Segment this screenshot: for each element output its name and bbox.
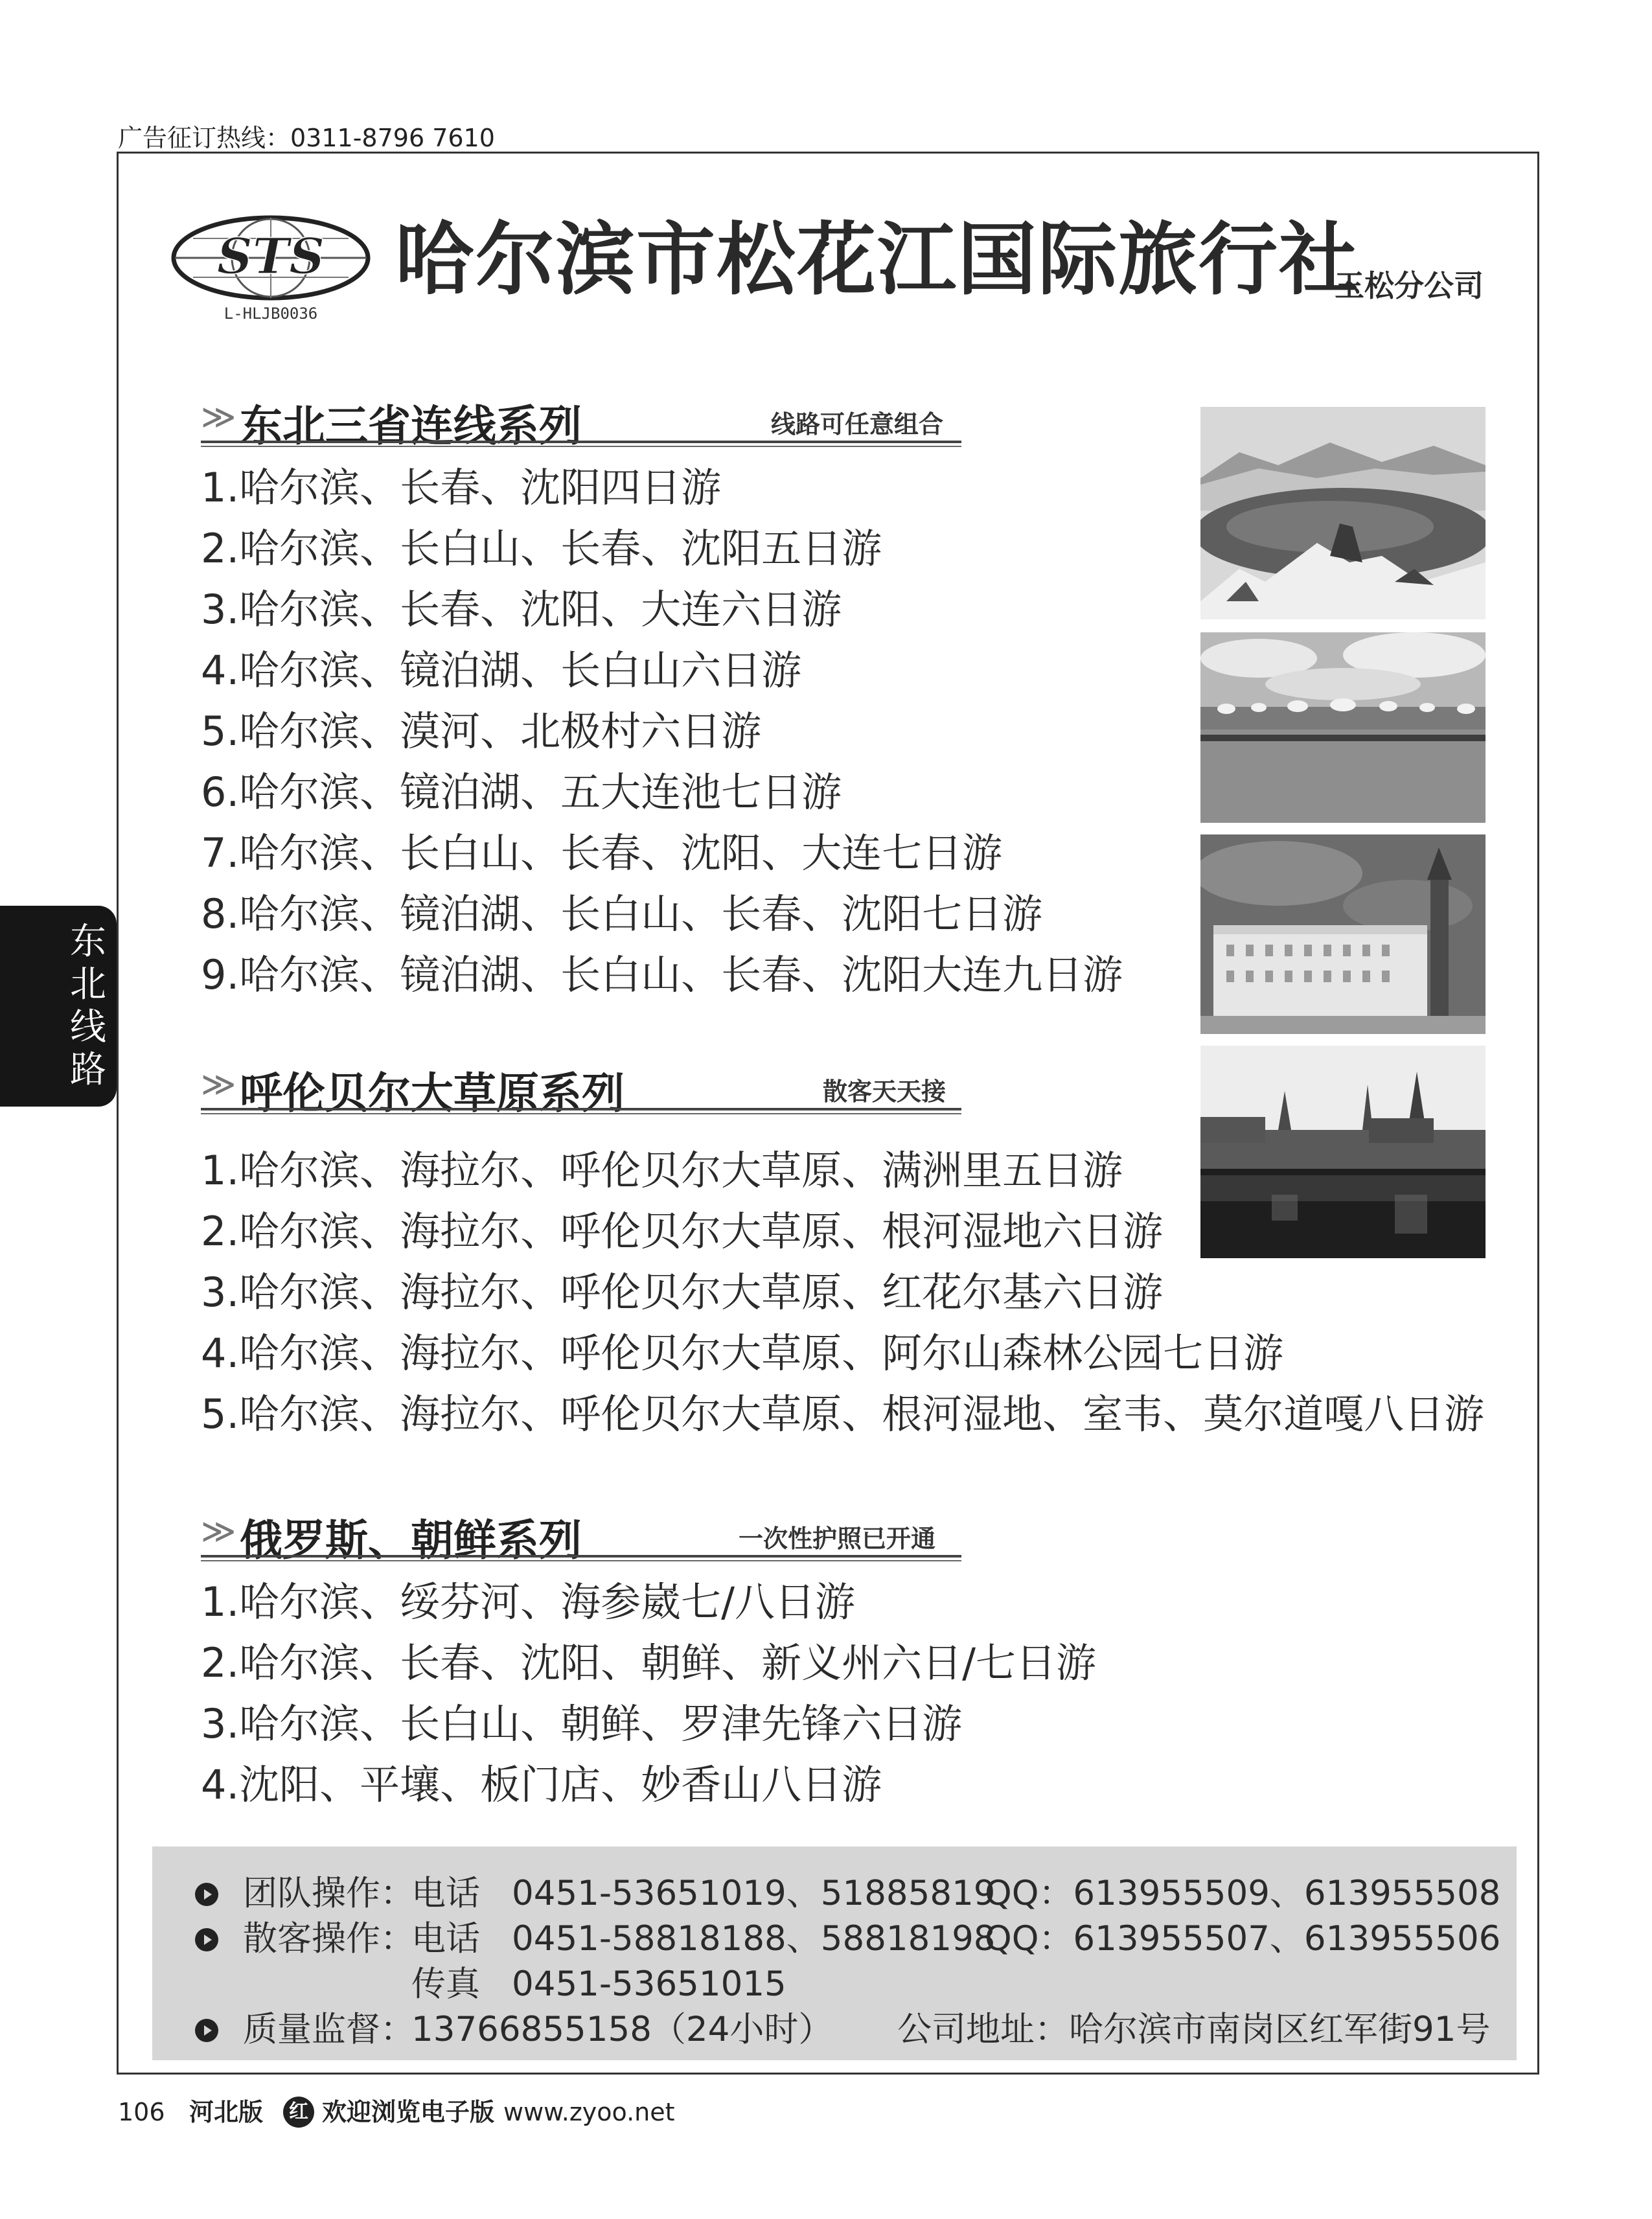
team-phone-label: 电话: [411, 1874, 480, 1913]
retail-phone-label: 电话: [411, 1919, 480, 1959]
quality-phone: 13766855158（24小时）: [411, 2010, 833, 2049]
team-label: 团队操作：: [243, 1874, 415, 1913]
branch-name: 玉松分公司: [1335, 268, 1484, 303]
route-item: 3.哈尔滨、长春、沈阳、大连六日游: [201, 586, 842, 633]
contact-panel: [152, 1846, 1517, 2060]
section-title: 东北三省连线系列: [240, 401, 582, 451]
route-list-northeast: [201, 457, 1123, 1006]
page-number: 106: [118, 2098, 165, 2126]
photo-crater-lake: [1200, 407, 1486, 619]
section-header-hulunbuir: [201, 1056, 961, 1118]
route-item: 4.沈阳、平壤、板门店、妙香山八日游: [201, 1761, 882, 1808]
side-tab-char: 东: [70, 921, 106, 963]
license-number: L-HLJB0036: [224, 305, 318, 323]
route-item: 2.哈尔滨、海拉尔、呼伦贝尔大草原、根河湿地六日游: [201, 1208, 1164, 1255]
route-item: 1.哈尔滨、海拉尔、呼伦贝尔大草原、满洲里五日游: [201, 1147, 1123, 1194]
route-item: 5.哈尔滨、漠河、北极村六日游: [201, 707, 762, 755]
photo-riverside-palace: [1200, 1046, 1486, 1258]
section-note: 线路可任意组合: [771, 410, 944, 439]
contact-row-quality: [152, 2007, 1517, 2052]
route-item: 9.哈尔滨、镜泊湖、长白山、长春、沈阳大连九日游: [201, 951, 1123, 998]
route-item: 6.哈尔滨、镜泊湖、五大连池七日游: [201, 768, 842, 816]
section-note: 一次性护照已开通: [739, 1524, 936, 1553]
photo-city-monument: [1200, 834, 1486, 1034]
side-tab-char: 线: [70, 1006, 106, 1048]
section-note: 散客天天接: [823, 1077, 946, 1106]
retail-label: 散客操作：: [243, 1919, 415, 1959]
company-name: 哈尔滨市松花江国际旅行社: [395, 214, 1359, 306]
bullet-play-icon: [195, 2019, 218, 2042]
contact-row-retail: [152, 1916, 1517, 1962]
footer-tagline: 欢迎浏览电子版: [322, 2098, 495, 2126]
section-title: 呼伦贝尔大草原系列: [240, 1068, 625, 1118]
route-item: 3.哈尔滨、长白山、朝鲜、罗津先锋六日游: [201, 1700, 963, 1747]
side-tab-char: 路: [70, 1049, 106, 1091]
team-qq: QQ：613955509、613955508: [985, 1874, 1501, 1913]
route-item: 4.哈尔滨、海拉尔、呼伦贝尔大草原、阿尔山森林公园七日游: [201, 1329, 1284, 1377]
route-item: 5.哈尔滨、海拉尔、呼伦贝尔大草原、根河湿地、室韦、莫尔道嘎八日游: [201, 1390, 1485, 1438]
photo-grassland: [1200, 632, 1486, 823]
section-arrow-icon: ≫: [201, 1512, 236, 1551]
section-arrow-icon: ≫: [201, 398, 236, 437]
hong-badge-icon: 红: [283, 2097, 314, 2128]
route-item: 1.哈尔滨、长春、沈阳四日游: [201, 464, 722, 511]
edition-label: 河北版: [189, 2098, 264, 2126]
team-phone: 0451-53651019、51885819: [512, 1874, 996, 1913]
fax-label: 传真: [411, 1964, 480, 2004]
route-item: 1.哈尔滨、绥芬河、海参崴七/八日游: [201, 1578, 856, 1626]
route-item: 7.哈尔滨、长白山、长春、沈阳、大连七日游: [201, 829, 1003, 877]
side-category-tab: [0, 906, 117, 1107]
company-logo: [167, 207, 385, 324]
bullet-play-icon: [195, 1928, 218, 1951]
logo-letters: STS: [216, 227, 325, 285]
route-item: 2.哈尔滨、长白山、长春、沈阳五日游: [201, 525, 882, 572]
quality-label: 质量监督：: [243, 2010, 415, 2049]
route-item: 8.哈尔滨、镜泊湖、长白山、长春、沈阳七日游: [201, 890, 1043, 937]
contact-row-fax: [152, 1962, 1517, 2007]
retail-qq: QQ：613955507、613955506: [985, 1919, 1501, 1959]
retail-phone: 0451-58818188、58818198: [512, 1919, 996, 1959]
route-list-russia-korea: [201, 1572, 1096, 1815]
company-address: 公司地址：哈尔滨市南岗区红军街91号: [897, 2010, 1491, 2049]
route-item: 3.哈尔滨、海拉尔、呼伦贝尔大草原、红花尔基六日游: [201, 1269, 1164, 1316]
fax-number: 0451-53651015: [512, 1964, 786, 2004]
bullet-play-icon: [195, 1883, 218, 1906]
contact-row-team: [152, 1871, 1517, 1916]
footer-url[interactable]: www.zyoo.net: [503, 2098, 675, 2126]
section-header-northeast: [201, 389, 961, 451]
ad-hotline: 广告征订热线：0311-8796 7610: [118, 124, 495, 152]
section-arrow-icon: ≫: [201, 1065, 236, 1104]
route-item: 2.哈尔滨、长春、沈阳、朝鲜、新义州六日/七日游: [201, 1639, 1097, 1686]
section-header-russia-korea: [201, 1503, 961, 1565]
side-tab-char: 北: [70, 963, 106, 1006]
section-title: 俄罗斯、朝鲜系列: [240, 1515, 582, 1565]
route-item: 4.哈尔滨、镜泊湖、长白山六日游: [201, 647, 802, 694]
